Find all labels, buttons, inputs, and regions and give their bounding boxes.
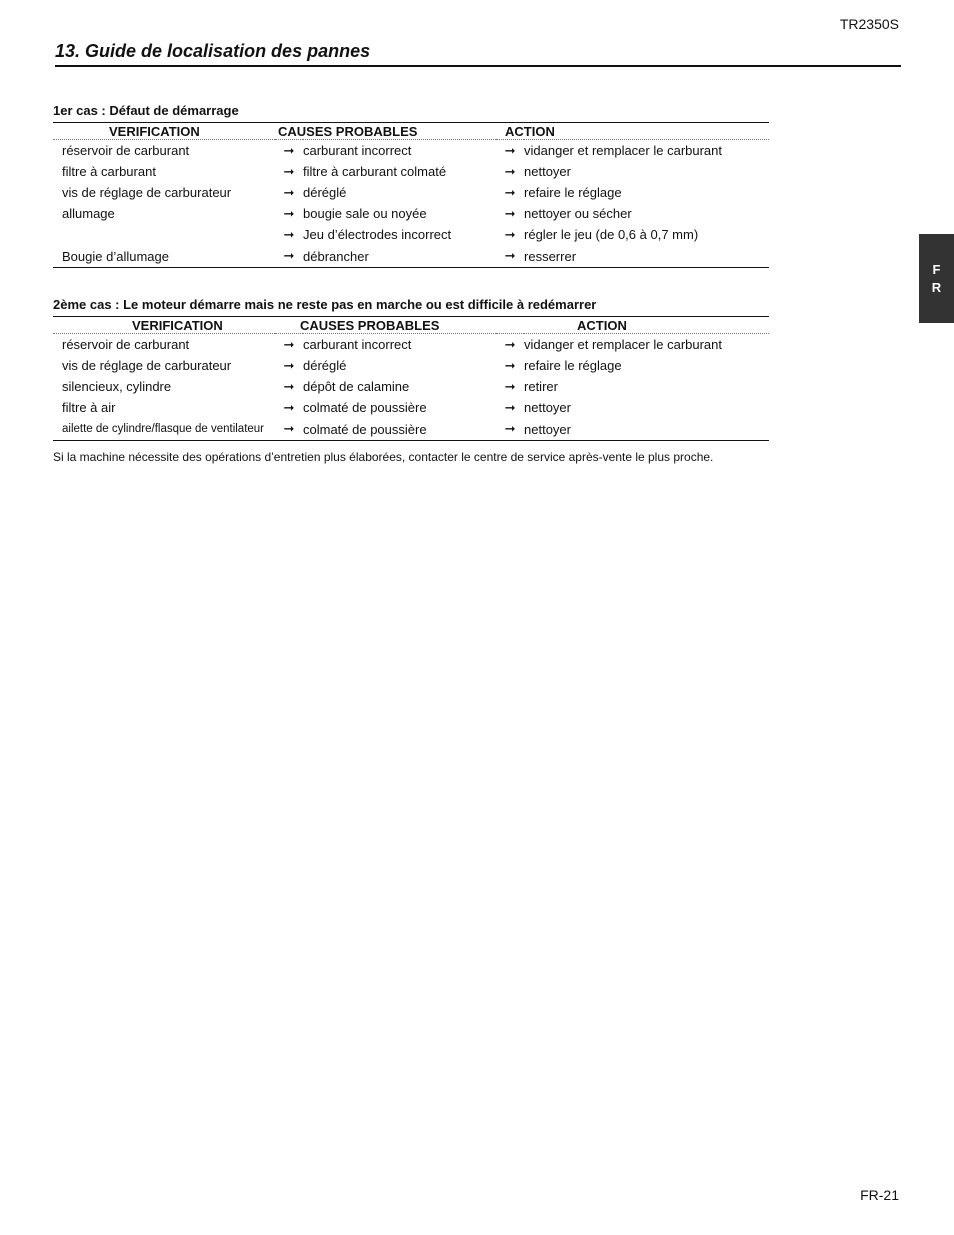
verification-cell: Bougie d’allumage xyxy=(53,245,275,268)
arrow-icon: ➞ xyxy=(504,226,516,242)
page-number: FR-21 xyxy=(860,1187,899,1203)
arrow-icon: ➞ xyxy=(275,418,303,441)
arrow-icon: ➞ xyxy=(283,163,295,179)
verification-cell: réservoir de carburant xyxy=(62,143,190,158)
table-row xyxy=(53,182,769,203)
case1-title: 1er cas : Défaut de démarrage xyxy=(53,103,239,118)
action-cell: vidanger et remplacer le carburant xyxy=(524,337,723,352)
table-row xyxy=(53,334,769,356)
table-row xyxy=(53,355,769,376)
cause-cell: filtre à carburant colmaté xyxy=(303,164,447,179)
arrow-icon: ➞ xyxy=(504,378,516,394)
table-row xyxy=(53,397,769,418)
arrow-icon: ➞ xyxy=(504,336,516,352)
cause-cell: colmaté de poussière xyxy=(303,418,496,441)
service-note: Si la machine nécessite des opérations d’entretien plus élaborées, contacter le centre de service après-vente le plus proche. xyxy=(53,450,714,464)
table-row xyxy=(53,245,769,268)
cause-cell: carburant incorrect xyxy=(303,143,412,158)
arrow-icon: ➞ xyxy=(283,378,295,394)
verification-cell: filtre à carburant xyxy=(62,164,156,179)
action-cell: refaire le réglage xyxy=(524,185,622,200)
language-tab xyxy=(919,234,954,323)
verification-cell: vis de réglage de carburateur xyxy=(62,358,232,373)
case2-table xyxy=(53,316,769,441)
cause-cell: dépôt de calamine xyxy=(303,379,410,394)
cause-cell: colmaté de poussière xyxy=(303,400,427,415)
arrow-icon: ➞ xyxy=(496,245,524,268)
verification-cell xyxy=(53,224,275,245)
cause-cell: bougie sale ou noyée xyxy=(303,206,427,221)
page-title: 13. Guide de localisation des pannes xyxy=(55,41,901,67)
table-row xyxy=(53,203,769,224)
verification-cell: vis de réglage de carburateur xyxy=(62,185,232,200)
cause-cell: déréglé xyxy=(303,358,347,373)
action-cell: nettoyer xyxy=(524,400,571,415)
action-cell: nettoyer xyxy=(524,418,769,441)
language-tab-letter-1: F xyxy=(932,261,941,277)
cause-cell: déréglé xyxy=(303,185,347,200)
case2-header-action: ACTION xyxy=(496,317,769,334)
case1-header-verification: VERIFICATION xyxy=(53,123,275,140)
table-row xyxy=(53,140,769,162)
action-cell: resserrer xyxy=(524,245,769,268)
arrow-icon: ➞ xyxy=(283,357,295,373)
verification-cell: filtre à air xyxy=(62,400,116,415)
action-cell: régler le jeu (de 0,6 à 0,7 mm) xyxy=(524,227,699,242)
table-row xyxy=(53,161,769,182)
action-cell: vidanger et remplacer le carburant xyxy=(524,143,723,158)
action-cell: nettoyer xyxy=(524,164,571,179)
action-cell: retirer xyxy=(524,379,558,394)
cause-cell: carburant incorrect xyxy=(303,337,412,352)
arrow-icon: ➞ xyxy=(283,226,295,242)
verification-cell: silencieux, cylindre xyxy=(62,379,172,394)
case2-header-verification: VERIFICATION xyxy=(53,317,275,334)
table-row xyxy=(53,418,769,441)
arrow-icon: ➞ xyxy=(504,184,516,200)
case1-header-causes: CAUSES PROBABLES xyxy=(275,123,496,140)
arrow-icon: ➞ xyxy=(504,399,516,415)
action-cell: nettoyer ou sécher xyxy=(524,206,632,221)
case1-header-action: ACTION xyxy=(496,123,769,140)
arrow-icon: ➞ xyxy=(275,245,303,268)
action-cell: refaire le réglage xyxy=(524,358,622,373)
case1-table xyxy=(53,122,769,268)
cause-cell: débrancher xyxy=(303,245,496,268)
arrow-icon: ➞ xyxy=(283,142,295,158)
arrow-icon: ➞ xyxy=(496,418,524,441)
language-tab-letter-2: R xyxy=(931,279,942,295)
model-number: TR2350S xyxy=(839,16,899,32)
table-row xyxy=(53,376,769,397)
arrow-icon: ➞ xyxy=(283,336,295,352)
verification-cell: allumage xyxy=(62,206,115,221)
arrow-icon: ➞ xyxy=(283,399,295,415)
case1-header-row xyxy=(53,123,769,140)
verification-cell: réservoir de carburant xyxy=(62,337,190,352)
table-row xyxy=(53,224,769,245)
arrow-icon: ➞ xyxy=(283,184,295,200)
cause-cell: Jeu d’électrodes incorrect xyxy=(303,227,452,242)
case2-header-row xyxy=(53,317,769,334)
arrow-icon: ➞ xyxy=(504,163,516,179)
arrow-icon: ➞ xyxy=(504,142,516,158)
case2-title: 2ème cas : Le moteur démarre mais ne reste pas en marche ou est difficile à redémarrer xyxy=(53,297,597,312)
arrow-icon: ➞ xyxy=(283,205,295,221)
arrow-icon: ➞ xyxy=(504,357,516,373)
verification-cell: ailette de cylindre/flasque de ventilateur xyxy=(53,418,275,441)
case2-header-causes: CAUSES PROBABLES xyxy=(275,317,496,334)
arrow-icon: ➞ xyxy=(504,205,516,221)
